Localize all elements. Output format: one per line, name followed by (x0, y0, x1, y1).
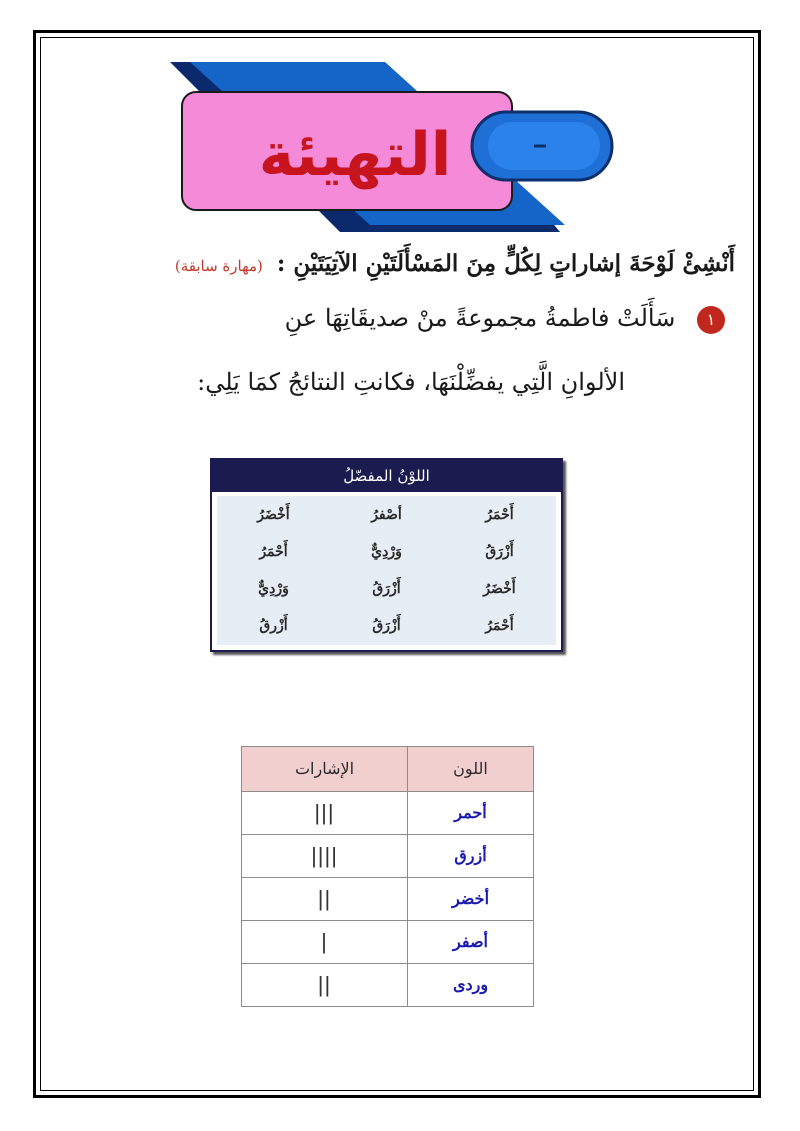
tally-color-cell: أصفر (408, 921, 534, 964)
survey-cell: وَرْدِيٌّ (258, 581, 289, 598)
survey-cell: أَحْمَرُ (485, 618, 514, 635)
tally-marks-cell: ||| (242, 792, 408, 835)
tally-header-color: اللون (408, 747, 534, 792)
tally-table (241, 746, 534, 1007)
tally-color-cell: وردى (408, 964, 534, 1007)
tally-marks-cell: || (242, 964, 408, 1007)
survey-cell: أَزْرَقُ (372, 618, 401, 635)
survey-cell: أَخْضَرُ (483, 581, 516, 598)
tally-row (242, 921, 534, 964)
survey-row (217, 533, 556, 570)
survey-cell: أَحْمَرُ (485, 506, 514, 523)
skill-tag: (مهارة سابقة) (174, 257, 263, 275)
survey-row (217, 496, 556, 533)
instruction-heading (175, 250, 735, 277)
survey-table (210, 458, 563, 652)
survey-cell: أصْفرُ (371, 506, 402, 523)
banner-title: التهيئة (258, 120, 452, 190)
title-banner (170, 60, 630, 240)
tally-marks-cell: || (242, 878, 408, 921)
question-line-1-text: سَأَلَتْ فاطمةُ مجموعةً منْ صديقَاتِهَا عنِ (284, 304, 676, 332)
tally-color-cell: أزرق (408, 835, 534, 878)
tally-marks-cell: |||| (242, 835, 408, 878)
survey-cell: أَزْرَقُ (372, 581, 401, 598)
survey-cell: وَرْدِيٌّ (371, 543, 402, 560)
tally-row (242, 964, 534, 1007)
question-number-badge: ١ (697, 306, 725, 334)
question-line-2: الألوانِ الَّتِي يفضِّلْنَهَا، فكانتِ النتائجُ كمَا يَلِي: (197, 368, 625, 396)
tally-header-marks: الإشارات (242, 747, 408, 792)
tally-color-cell: أخضر (408, 878, 534, 921)
survey-body (217, 496, 556, 645)
tally-row (242, 835, 534, 878)
tally-row (242, 878, 534, 921)
tally-row (242, 792, 534, 835)
tally-color-cell: أحمر (408, 792, 534, 835)
survey-grid (217, 496, 556, 645)
instruction-heading-text: أَنْشِئْ لَوْحَةَ إشاراتٍ لِكُلٍّ مِنَ المَسْأَلَتَيْنِ الآتِيَتَيْنِ : (276, 250, 735, 277)
tally-header-row (242, 747, 534, 792)
survey-cell: أَزْرَقُ (485, 543, 514, 560)
survey-cell: أَخْضَرُ (257, 506, 290, 523)
question-line-1 (285, 304, 725, 334)
survey-row (217, 608, 556, 645)
survey-cell: أَزْرقُ (259, 618, 288, 635)
survey-cell: أَحْمَرُ (259, 543, 288, 560)
survey-header: اللوْنُ المفضّلُ (212, 460, 561, 492)
survey-row (217, 571, 556, 608)
tally-marks-cell: | (242, 921, 408, 964)
